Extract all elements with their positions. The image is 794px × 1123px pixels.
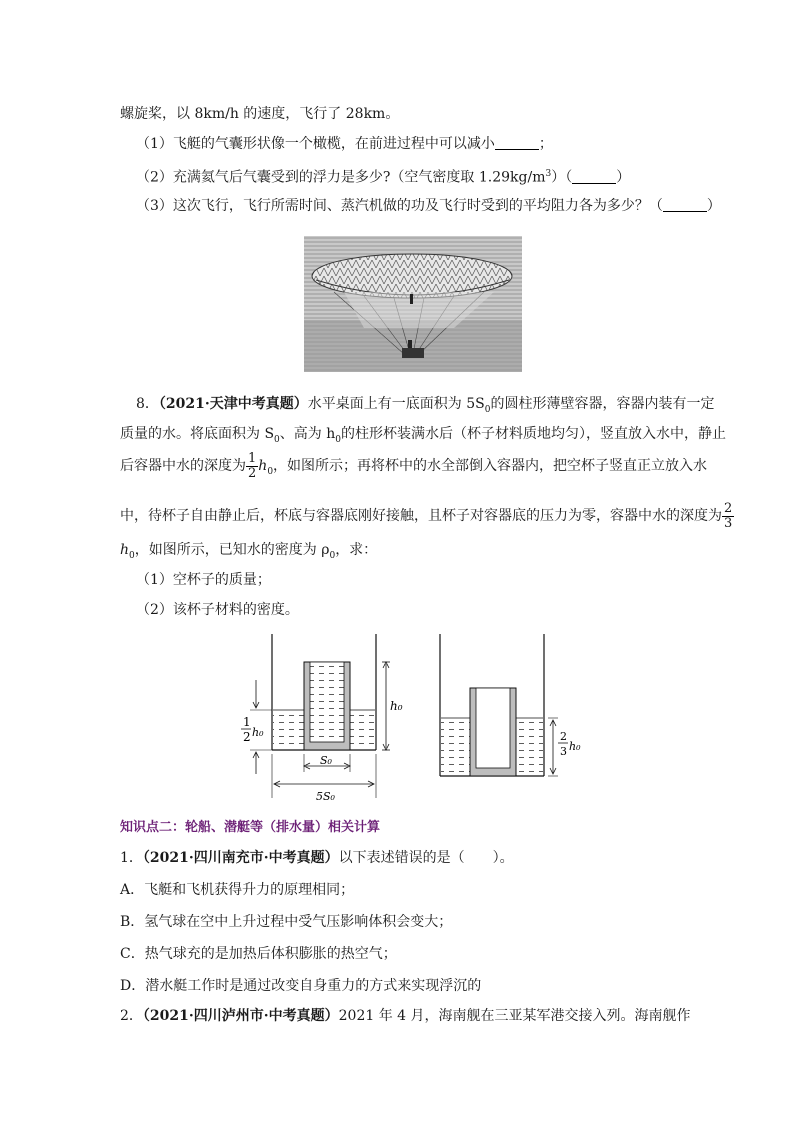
mc2-stem-text: 2021 年 4 月，海南舰在三亚某军港交接入列。海南舰作 [338, 1008, 691, 1024]
intro-line: 螺旋桨，以 8km/h 的速度，飞行了 28km。 [120, 106, 400, 122]
mc1-option-d[interactable]: D．潜水艇工作时是通过改变自身重力的方式来实现浮沉的 [120, 978, 482, 994]
q8-line1 [136, 394, 714, 420]
question-number: 1． [120, 850, 143, 866]
subscript: 0 [329, 550, 336, 561]
q7-part2-end: ） [616, 169, 631, 186]
label-half-num: 1 [243, 715, 251, 729]
q8-l2-text-b: 、高为 h [279, 426, 336, 442]
q8-line3 [120, 450, 707, 488]
var-h: h [120, 542, 130, 558]
q8-l2-text: 质量的水。将底面积为 S [120, 426, 275, 442]
q7-part1-end: ； [538, 136, 553, 152]
frac-den: 3 [724, 515, 733, 531]
q8-l1-text: 水平桌面上有一底面积为 5S [307, 396, 485, 412]
question-number: 8． [136, 396, 159, 412]
mc1-option-c[interactable]: C．热气球充的是加热后体积膨胀的热空气； [120, 946, 397, 962]
fraction-half [246, 452, 258, 481]
q8-sub1: （1）空杯子的质量； [136, 572, 271, 588]
q7-part2-text-b: ）（ [551, 169, 573, 186]
q7-part1 [136, 134, 553, 154]
mc1-option-b[interactable]: B．氢气球在空中上升过程中受气压影响体积会变大； [120, 914, 453, 930]
question-source: （2021·四川南充市·中考真题） [142, 850, 339, 866]
subscript: 0 [267, 466, 274, 477]
answer-blank[interactable] [495, 135, 539, 150]
container-diagram [238, 628, 598, 804]
label-half-den: 2 [243, 730, 251, 744]
q7-part3 [136, 196, 721, 216]
label-two-thirds-h0: h₀ [569, 740, 581, 753]
label-half-h0: h₀ [252, 726, 264, 739]
q7-part2-text: （2）充满氦气后气囊受到的浮力是多少?（空气密度取 1.29kg/m [136, 169, 546, 186]
subscript: 0 [129, 550, 135, 561]
subscript: 0 [484, 404, 491, 415]
label-5s0: 5S₀ [316, 790, 335, 803]
question-source: （2021·四川泸州市·中考真题） [142, 1008, 339, 1024]
q8-line4 [120, 500, 734, 532]
subscript: 0 [335, 434, 341, 445]
answer-blank[interactable] [572, 169, 616, 184]
q8-sub2: （2）该杯子材料的密度。 [136, 602, 299, 618]
q8-l4-text: 中，待杯子自由静止后，杯底与容器底刚好接触，且杯子对容器底的压力为零，容器中水的深度为 [120, 508, 722, 524]
label-h0: h₀ [390, 699, 403, 713]
mc1-option-a[interactable]: A．飞艇和飞机获得升力的原理相同； [120, 882, 355, 898]
q8-l2-text-c: 的柱形杯装满水后（杯子材料质地均匀），竖直放入水中，静止 [340, 426, 726, 442]
q7-part3-end: ） [706, 198, 721, 214]
q8-l5-end: ，求： [335, 542, 378, 558]
frac-num: 2 [724, 500, 733, 516]
var-h: h [258, 458, 268, 474]
q8-line2 [120, 424, 726, 450]
section-title: 知识点二：轮船、潜艇等（排水量）相关计算 [120, 820, 381, 835]
airship-illustration [304, 236, 522, 372]
q7-part3-text: （3）这次飞行，飞行所需时间、蒸汽机做的功及飞行时受到的平均阻力各为多少？（ [136, 198, 663, 214]
question-source: （2021·天津中考真题） [158, 396, 308, 412]
mc1-stem [120, 848, 514, 868]
answer-blank[interactable] [663, 197, 707, 212]
subscript: 0 [274, 434, 280, 445]
q8-line5 [120, 540, 377, 566]
label-two: 2 [560, 730, 567, 743]
fraction-two-thirds [722, 502, 734, 531]
q7-part2-sup: 3 [545, 169, 552, 179]
label-s0: S₀ [320, 754, 332, 767]
q8-l3-text: 后容器中水的深度为 [120, 458, 246, 474]
q7-part2 [136, 164, 630, 188]
question-number: 2． [120, 1008, 143, 1024]
label-three: 3 [560, 745, 567, 758]
mc2-stem [120, 1006, 691, 1026]
frac-den: 2 [248, 465, 257, 481]
q8-l3-text-b: ，如图所示；再将杯中的水全部倒入容器内，把空杯子竖直正立放入水 [273, 458, 708, 474]
frac-num: 1 [248, 450, 257, 466]
q7-part1-text: （1）飞艇的气囊形状像一个橄榄，在前进过程中可以减小 [136, 136, 495, 152]
q8-l5-text: ，如图所示，已知水的密度为 ρ [134, 542, 330, 558]
mc1-stem-text: 以下表述错误的是（ ）。 [338, 850, 514, 866]
q8-l1-end: 的圆柱形薄壁容器，容器内装有一定 [490, 396, 715, 412]
